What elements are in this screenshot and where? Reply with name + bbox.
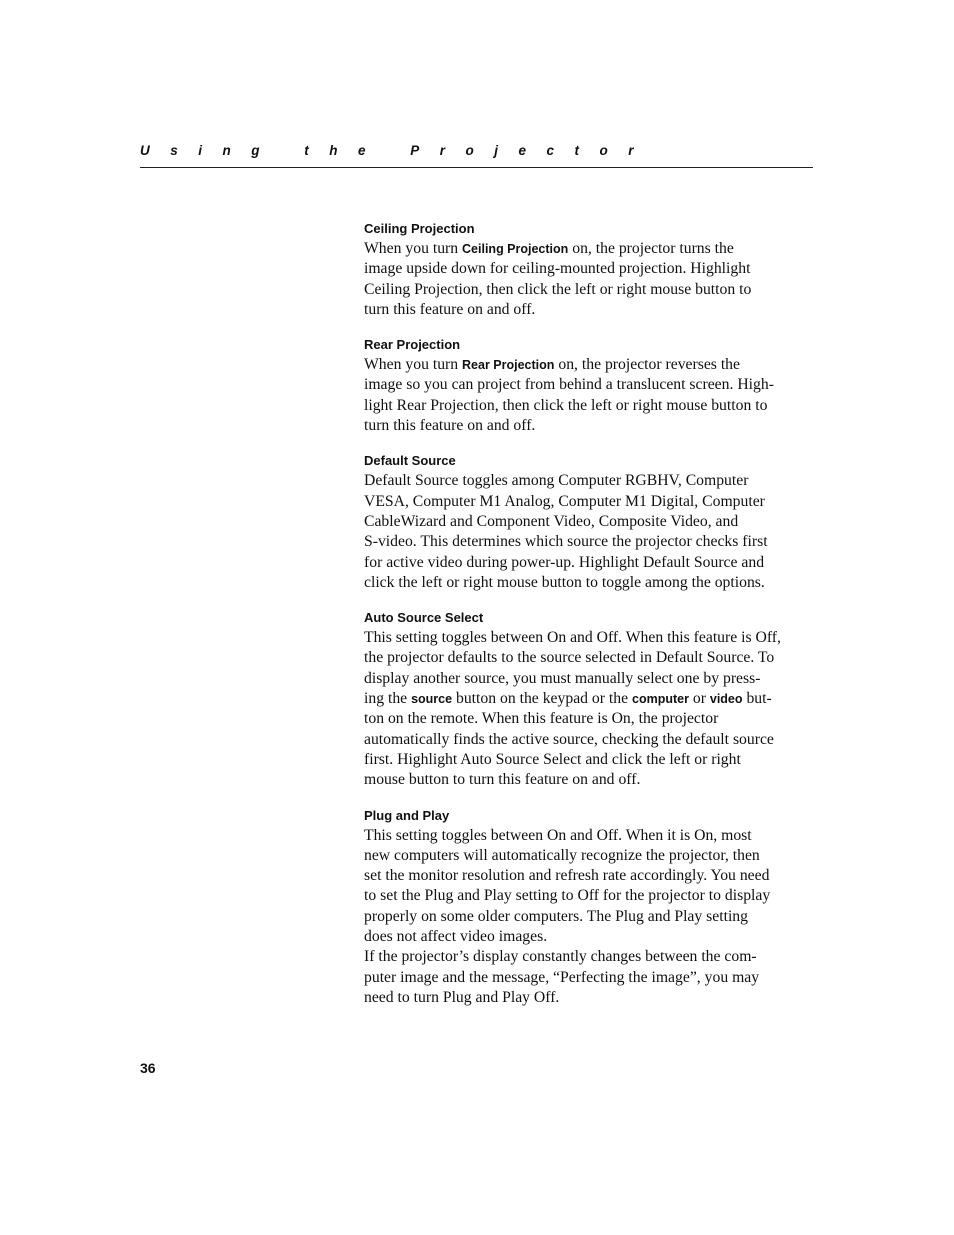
header-rule	[140, 167, 813, 168]
text-run: This setting toggles between On and Off. When this feature is Off,	[364, 629, 781, 647]
section-heading: Ceiling Projection	[364, 221, 475, 236]
text-run: does not affect video images.	[364, 928, 548, 946]
paragraph	[364, 628, 816, 790]
text-run: on, the projector turns the	[568, 240, 734, 257]
text-run: CableWizard and Component Video, Composite Video, and	[364, 512, 739, 530]
text-run: Default Source toggles among Computer RGBHV, Computer	[364, 472, 749, 490]
text-run: Ceiling Projection, then click the left or right mouse button to	[364, 280, 752, 298]
text-run: When you turn	[364, 240, 463, 257]
text-run: automatically finds the active source, checking the default source	[364, 730, 774, 748]
paragraph	[364, 826, 816, 948]
paragraph	[364, 239, 816, 320]
text-run: display another source, you must manually select one by press-	[364, 669, 761, 687]
section-default-source	[364, 451, 816, 593]
text-run: to set the Plug and Play setting to Off for the projector to display	[364, 887, 771, 905]
text-run: first. Highlight Auto Source Select and click the left or right	[364, 750, 741, 768]
running-head: Using the Projector	[140, 143, 655, 158]
section-plug-and-play	[364, 806, 816, 1009]
text-run: When you turn	[364, 356, 463, 374]
text-run: for active video during power-up. Highlight Default Source and	[364, 553, 765, 571]
text-run: image upside down for ceiling-mounted projection. Highlight	[364, 260, 751, 278]
section-body	[364, 628, 816, 790]
ui-keyword: Rear Projection	[462, 358, 555, 373]
ui-keyword: video	[709, 692, 743, 707]
text-run: ing the	[364, 690, 412, 708]
section-body	[364, 355, 816, 436]
text-run: new computers will automatically recognize the projector, then	[364, 846, 760, 864]
main-content	[364, 219, 816, 1023]
text-run: puter image and the message, “Perfecting the image”, you may	[364, 968, 760, 986]
section-heading: Rear Projection	[364, 337, 461, 353]
text-run: properly on some older computers. The Plug and Play setting	[364, 907, 748, 925]
text-run: click the left or right mouse button to toggle among the options.	[364, 573, 765, 591]
text-run: ton on the remote. When this feature is On, the projector	[364, 710, 719, 728]
ui-keyword: source	[411, 692, 453, 707]
paragraph	[364, 471, 816, 593]
text-run: image so you can project from behind a translucent screen. High-	[364, 376, 774, 394]
text-run: but-	[742, 690, 772, 708]
text-run: S-video. This determines which source the projector checks first	[364, 533, 768, 551]
text-run: turn this feature on and off.	[364, 417, 536, 435]
section-body	[364, 471, 816, 593]
section-heading: Plug and Play	[364, 807, 450, 823]
page-number: 36	[140, 1060, 156, 1076]
paragraph	[364, 947, 816, 1008]
section-ceiling-projection	[364, 219, 816, 320]
ui-keyword: Ceiling Projection	[462, 242, 569, 256]
text-run: set the monitor resolution and refresh rate accordingly. You need	[364, 867, 770, 885]
section-heading: Auto Source Select	[364, 610, 484, 626]
text-run: light Rear Projection, then click the left or right mouse button to	[364, 396, 768, 414]
text-run: on, the projector reverses the	[554, 356, 740, 374]
ui-keyword: computer	[632, 692, 689, 707]
section-heading: Default Source	[364, 453, 456, 469]
text-run: need to turn Plug and Play Off.	[364, 988, 560, 1006]
text-run: VESA, Computer M1 Analog, Computer M1 Digital, Computer	[364, 492, 765, 510]
text-run: This setting toggles between On and Off. When it is On, most	[364, 826, 752, 844]
text-run: or	[688, 690, 710, 708]
section-body	[364, 826, 816, 1009]
paragraph	[364, 355, 816, 436]
text-run: If the projector’s display constantly changes between the com-	[364, 948, 757, 966]
text-run: turn this feature on and off.	[364, 300, 536, 318]
section-auto-source-select	[364, 608, 816, 790]
text-run: button on the keypad or the	[452, 690, 632, 708]
text-run: the projector defaults to the source selected in Default Source. To	[364, 649, 775, 667]
section-rear-projection	[364, 335, 816, 436]
text-run: mouse button to turn this feature on and off.	[364, 771, 641, 789]
section-body	[364, 239, 816, 320]
